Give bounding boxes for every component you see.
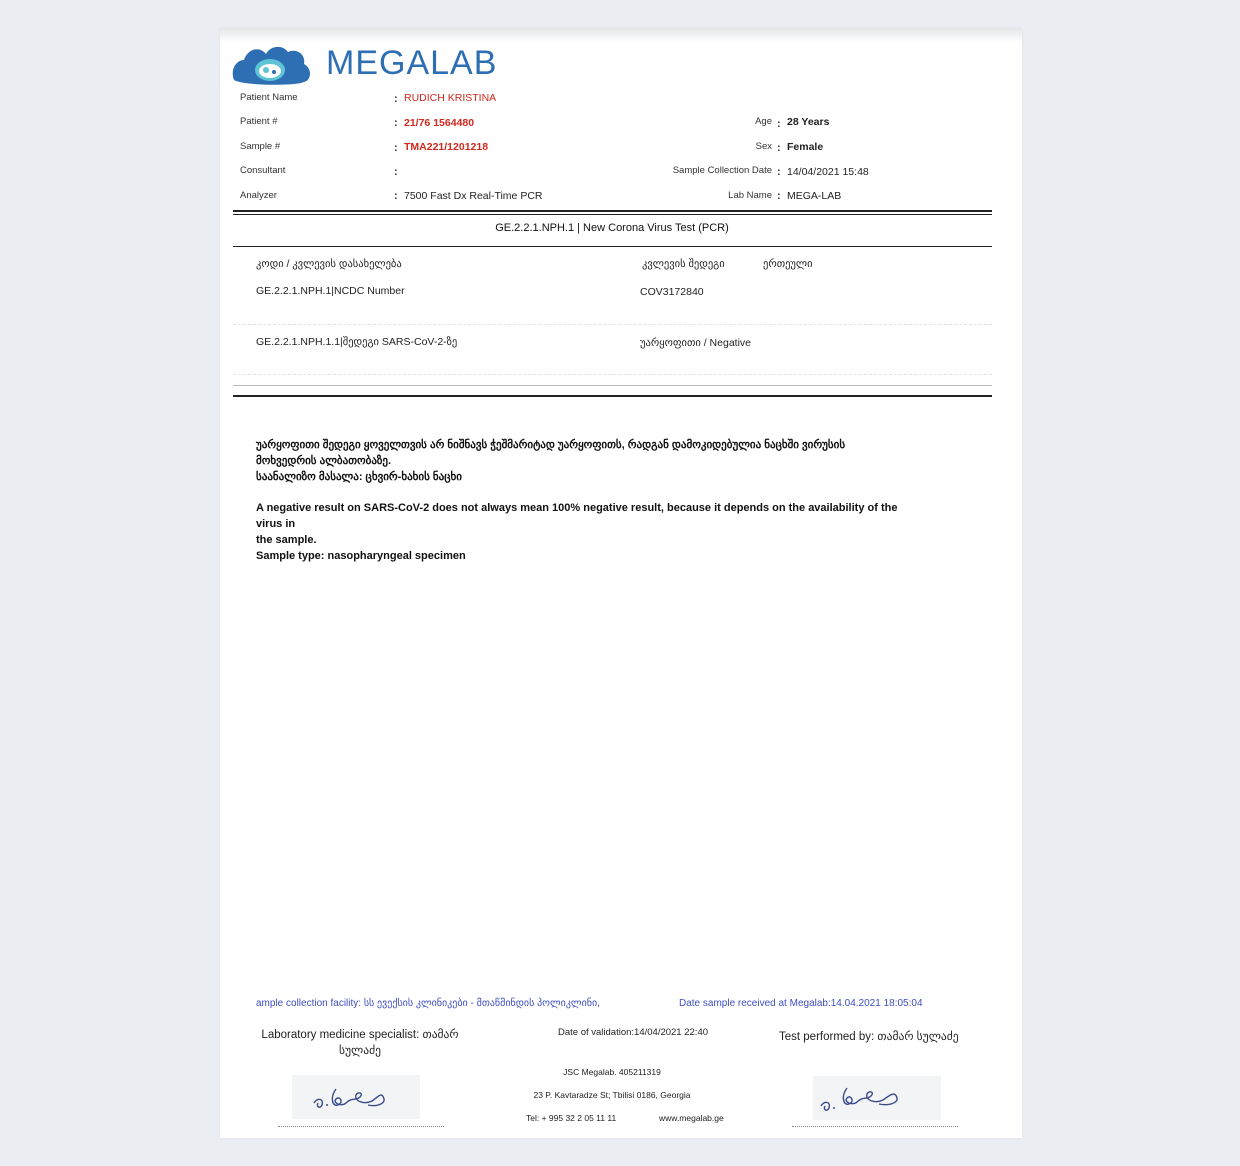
analyzer-value: 7500 Fast Dx Real-Time PCR <box>404 190 543 202</box>
colon: : <box>394 93 398 105</box>
colon: : <box>394 117 398 129</box>
logo-text: MEGALAB <box>326 44 498 82</box>
date-received: Date sample received at Megalab:14.04.2021 18:05:04 <box>679 998 923 1009</box>
lab-name-value: MEGA-LAB <box>787 190 842 202</box>
column-result-header: კვლევის შედეგი <box>642 258 725 270</box>
sex-label: Sex <box>755 141 772 152</box>
patient-number-label: Patient # <box>240 116 278 127</box>
header-rule-bottom <box>233 214 992 215</box>
colon: : <box>777 166 781 178</box>
title-rule <box>233 246 992 247</box>
signature-image <box>292 1075 420 1119</box>
collection-date-value: 14/04/2021 15:48 <box>787 166 869 178</box>
note-english <box>256 500 916 564</box>
specialist-line: Laboratory medicine specialist: თამარ <box>261 1029 459 1041</box>
table-end-rule <box>233 395 992 397</box>
table-row-code: GE.2.2.1.NPH.1.1|შედეგი SARS-CoV-2-ზე <box>256 336 458 348</box>
row-divider <box>233 374 992 375</box>
table-row-result: უარყოფითი / Negative <box>640 337 751 349</box>
page-top-shade <box>220 28 1022 42</box>
colon: : <box>777 118 781 130</box>
note-ka-line: საანალიზო მასალა: ცხვირ-ხახის ნაცხი <box>256 471 462 483</box>
patient-name-label: Patient Name <box>240 92 298 103</box>
age-label: Age <box>755 116 772 127</box>
company-address: 23 P. Kavtaradze St; Tbilisi 0186, Georgia <box>533 1090 691 1100</box>
signature-right <box>813 1076 941 1120</box>
colon: : <box>394 166 398 178</box>
table-row-code: GE.2.2.1.NPH.1|NCDC Number <box>256 285 405 297</box>
table-end-thin-rule <box>233 385 992 386</box>
test-title: GE.2.2.1.NPH.1 | New Corona Virus Test (PCR) <box>495 222 729 234</box>
colon: : <box>394 190 398 202</box>
sample-number-label: Sample # <box>240 141 281 152</box>
signature-image <box>813 1076 941 1120</box>
column-unit-header: ერთეული <box>763 258 813 270</box>
specialist-line: სულაძე <box>339 1045 381 1057</box>
company-registration: JSC Megalab. 405211319 <box>563 1067 661 1077</box>
sample-number-value: TMA221/1201218 <box>404 141 489 153</box>
collection-facility: ample collection facility: სს ევექსის კლინიკები - მთაწმინდის პოლიკლინი, <box>256 998 600 1009</box>
consultant-label: Consultant <box>240 165 286 176</box>
collection-date-label: Sample Collection Date <box>672 165 772 176</box>
signature-left <box>292 1075 420 1119</box>
row-divider <box>233 324 992 325</box>
company-website: www.megalab.ge <box>659 1113 724 1123</box>
age-value: 28 Years <box>787 116 830 128</box>
patient-number-value: 21/76 1564480 <box>404 117 475 129</box>
lab-name-label: Lab Name <box>728 190 772 201</box>
colon: : <box>777 142 781 154</box>
header-rule-top <box>233 210 992 212</box>
company-phone: Tel: + 995 32 2 05 11 11 <box>526 1113 617 1123</box>
colon: : <box>777 190 781 202</box>
note-en-line: A negative result on SARS-CoV-2 does not always mean 100% negative result, because it depends on the availability of the virus in <box>256 502 898 530</box>
note-en-line: Sample type: nasopharyngeal specimen <box>256 550 466 562</box>
validation-date: Date of validation:14/04/2021 22:40 <box>558 1027 709 1038</box>
note-ka-line: უარყოფითი შედეგი ყოველთვის არ ნიშნავს ჭეშმარიტად უარყოფითს, რადგან დამოკიდებულია ნაცხში ვირუსის <box>256 439 846 451</box>
note-georgian <box>256 437 896 485</box>
note-ka-line: მოხვედრის ალბათობაზე. <box>256 455 392 467</box>
test-performed-by: Test performed by: თამარ სულაძე <box>779 1031 959 1043</box>
column-code-header: კოდი / კვლევის დასახელება <box>256 258 402 270</box>
patient-name-value: RUDICH KRISTINA <box>404 92 497 104</box>
sex-value: Female <box>787 141 824 153</box>
note-en-line: the sample. <box>256 534 317 546</box>
signature-line-right <box>792 1126 958 1127</box>
megalab-logo-icon <box>230 40 316 88</box>
table-row-result: COV3172840 <box>640 286 704 298</box>
colon: : <box>394 142 398 154</box>
report-page <box>220 28 1022 1138</box>
analyzer-label: Analyzer <box>240 190 277 201</box>
lab-specialist <box>254 1027 466 1057</box>
signature-line-left <box>278 1126 444 1127</box>
